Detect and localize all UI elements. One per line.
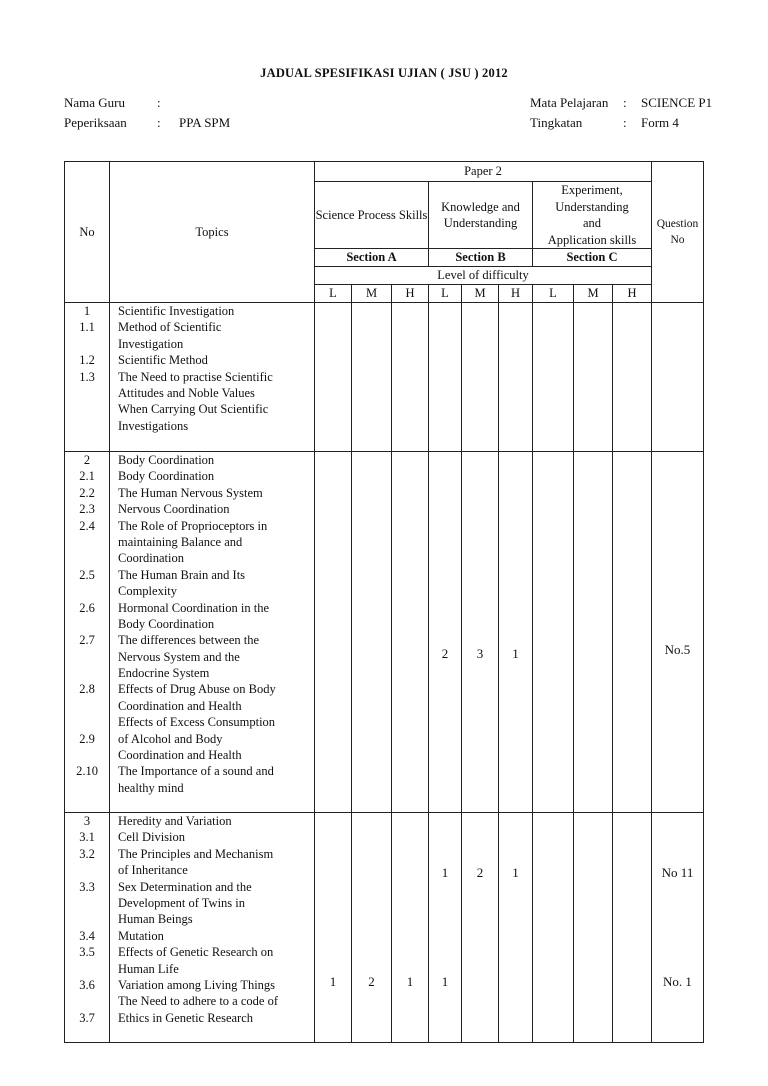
cell-value: 1	[406, 974, 414, 989]
section-numbers: 1 1.1 1.2 1.3	[65, 303, 110, 452]
section-topics: Scientific Investigation Method of Scientific Investigation Scientific Method The Need to practise Scientific Attitudes and Noble Values When Carrying Out Scientific Investigations	[110, 303, 315, 452]
question-number: No.5	[664, 642, 691, 657]
specification-table	[64, 161, 704, 1043]
section-topics: Heredity and Variation Cell Division The Principles and Mechanism of Inheritance Sex Determination and the Development of Twins in Human Beings Mutation Effects of Genetic Research on Human Life Variation among Living Things The Need to adhere to a code of Ethics in Genetic Research	[110, 813, 315, 1043]
section-numbers: 3 3.1 3.2 3.3 3.4 3.5 3.6 3.7	[65, 813, 110, 1043]
question-no-header: Question No	[652, 162, 704, 303]
tingkatan-value: Form 4	[641, 115, 679, 130]
page-title: JADUAL SPESIFIKASI UJIAN ( JSU ) 2012	[260, 66, 508, 80]
section-topics: Body Coordination Body Coordination The Human Nervous System Nervous Coordination The Role of Proprioceptors in maintaining Balance and Coordination The Human Brain and Its Complexity Hormonal Coordination in the Body Coordination The differences between the Nervous System and the Endocrine System Effects of Drug Abuse on Body Coordination and Health Effects of Excess Consumption of Alcohol and Body Coordination and Health The Importance of a sound and healthy mind	[110, 452, 315, 813]
skill-c-header: Experiment, Understanding and Application skills	[533, 182, 652, 249]
cell-value: 2	[368, 974, 375, 989]
skill-a-header: Science Process Skills	[315, 182, 429, 249]
colon: :	[623, 115, 627, 130]
no-header: No	[65, 162, 110, 303]
mata-pelajaran-label: Mata Pelajaran	[530, 95, 609, 110]
section-a-header: Section A	[315, 249, 429, 267]
table-row	[65, 813, 704, 1043]
mata-pelajaran-value: SCIENCE P1	[641, 95, 713, 110]
section-b-header: Section B	[429, 249, 533, 267]
level-b-l: L	[429, 285, 462, 303]
peperiksaan-label: Peperiksaan	[64, 115, 127, 130]
question-number: No. 1	[663, 974, 692, 989]
level-b-m: M	[462, 285, 499, 303]
level-a-l: L	[315, 285, 352, 303]
topics-header: Topics	[110, 162, 315, 303]
skill-b-header: Knowledge and Understanding	[429, 182, 533, 249]
level-c-l: L	[533, 285, 574, 303]
peperiksaan-value: PPA SPM	[179, 115, 231, 130]
section-numbers: 2 2.1 2.2 2.3 2.4 2.5 2.6 2.7 2.8 2.9 2.10	[65, 452, 110, 813]
level-c-h: H	[613, 285, 652, 303]
cell-value: 1	[329, 974, 337, 989]
cell-value: 1	[441, 865, 449, 880]
section-c-header: Section C	[533, 249, 652, 267]
paper-header: Paper 2	[315, 162, 652, 182]
cell-value: 3	[476, 646, 484, 661]
level-a-m: M	[352, 285, 392, 303]
cell-value: 2	[476, 865, 484, 880]
difficulty-header: Level of difficulty	[315, 267, 652, 285]
level-b-h: H	[499, 285, 533, 303]
table-row	[65, 303, 704, 452]
colon: :	[623, 95, 627, 110]
table-row	[65, 452, 704, 813]
question-number: No 11	[661, 865, 694, 880]
right-meta	[530, 93, 712, 133]
cell-value: 1	[441, 974, 449, 989]
left-meta	[64, 93, 230, 133]
colon: :	[157, 115, 161, 130]
colon: :	[157, 95, 161, 110]
level-a-h: H	[392, 285, 429, 303]
level-c-m: M	[574, 285, 613, 303]
nama-guru-label: Nama Guru	[64, 95, 126, 110]
cell-value: 1	[512, 865, 519, 880]
cell-value: 2	[441, 646, 449, 661]
tingkatan-label: Tingkatan	[530, 115, 583, 130]
cell-value: 1	[512, 646, 519, 661]
